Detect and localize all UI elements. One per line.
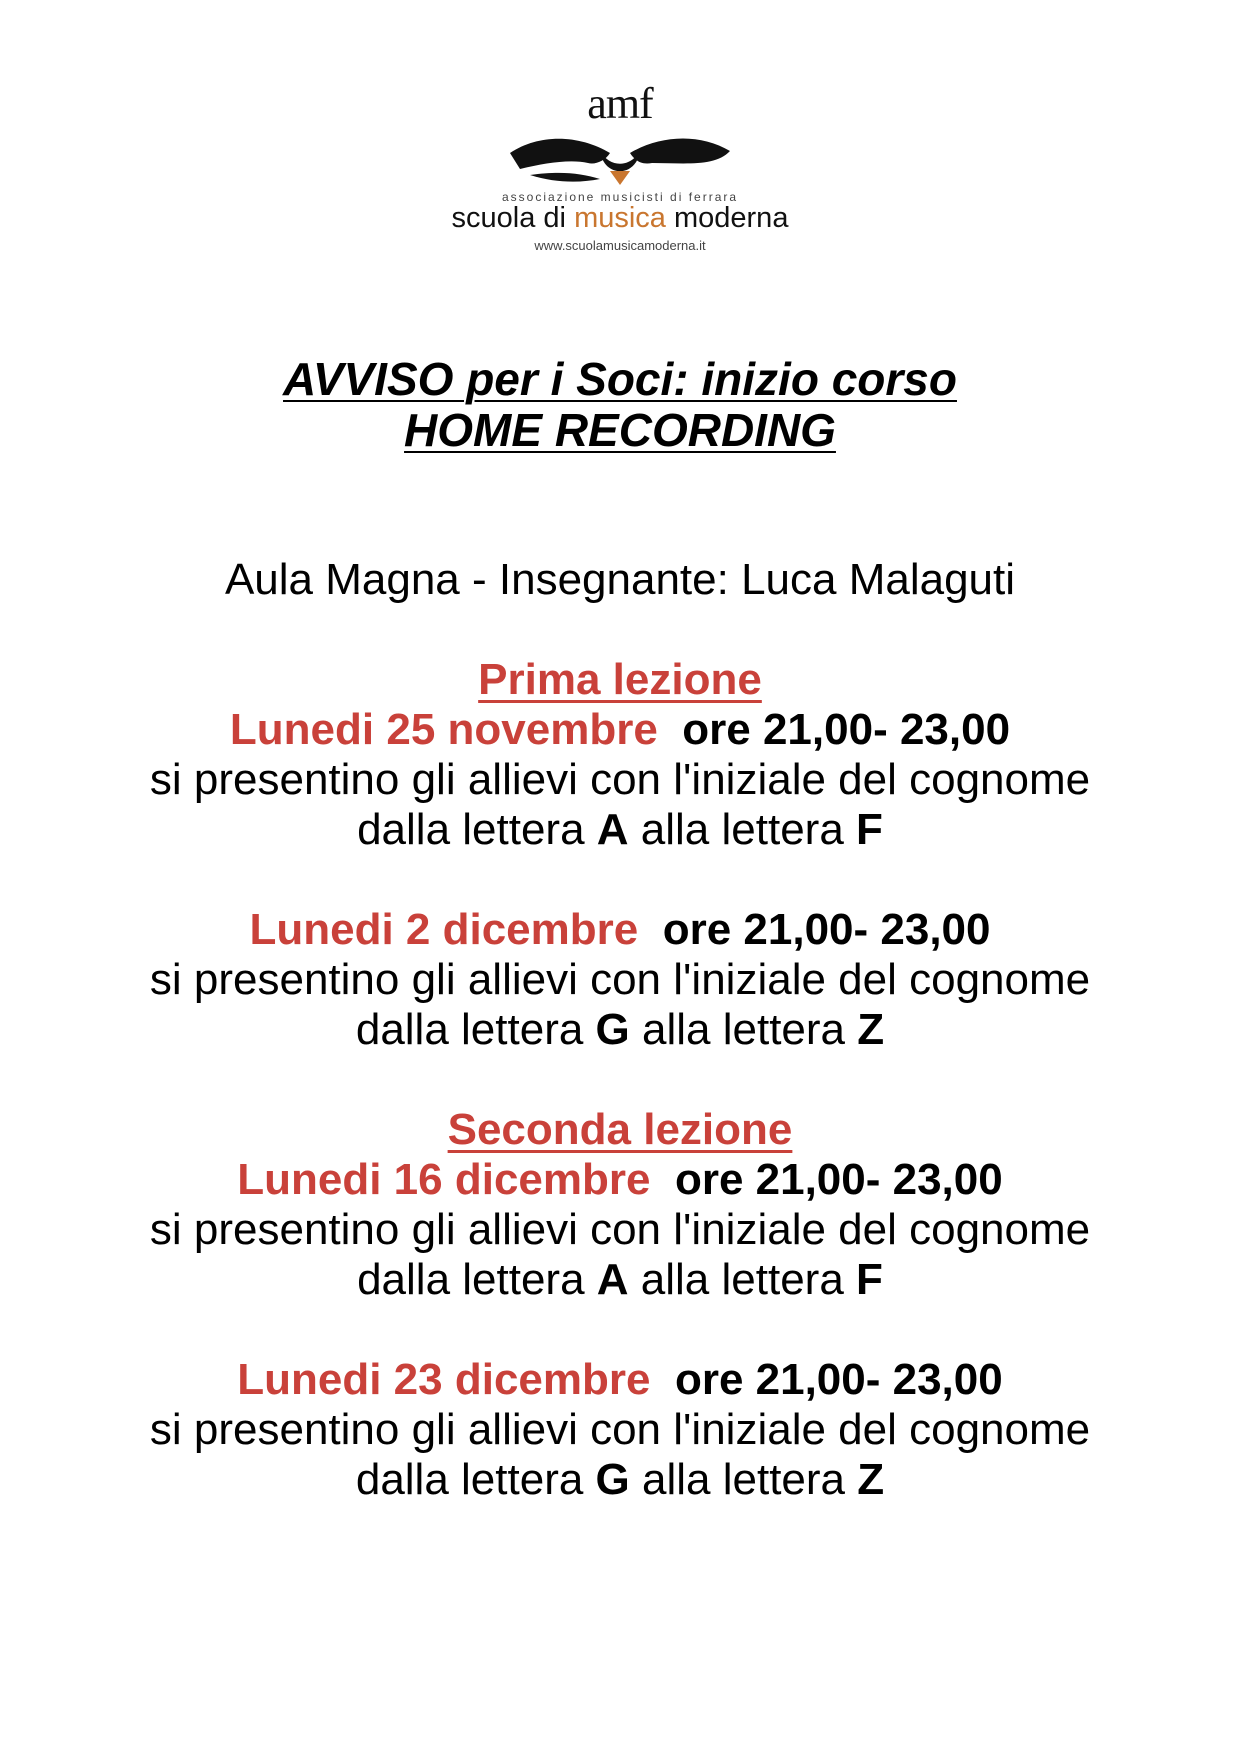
session-date: Lunedi 25 novembre ore 21,00- 23,00 [229, 705, 1011, 754]
logo-website: www.scuolamusicamoderna.it [534, 238, 706, 253]
school-logo [400, 78, 840, 258]
session-note: si presentino gli allievi con l'iniziale del cognome [149, 1405, 1091, 1454]
session-range: dalla lettera G alla lettera Z [355, 1455, 885, 1504]
info-line: Aula Magna - Insegnante: Luca Malaguti [224, 555, 1016, 604]
session-range: dalla lettera A alla lettera F [357, 1255, 883, 1304]
logo-school-name: scuola di musica moderna [451, 202, 789, 234]
notice-body [0, 555, 1240, 1505]
title-line-1: AVVISO per i Soci: inizio corso [283, 353, 957, 405]
session-note: si presentino gli allievi con l'iniziale del cognome [149, 1205, 1091, 1254]
session-date: Lunedi 2 dicembre ore 21,00- 23,00 [249, 905, 991, 954]
heading-second-lesson: Seconda lezione [447, 1105, 793, 1154]
notice-title [0, 354, 1240, 456]
session-note: si presentino gli allievi con l'iniziale del cognome [149, 755, 1091, 804]
session-note: si presentino gli allievi con l'iniziale del cognome [149, 955, 1091, 1004]
title-line-2: HOME RECORDING [404, 404, 836, 456]
session-range: dalla lettera G alla lettera Z [355, 1005, 885, 1054]
session-date: Lunedi 16 dicembre ore 21,00- 23,00 [237, 1155, 1003, 1204]
bird-icon [500, 123, 740, 198]
heading-first-lesson: Prima lezione [478, 655, 762, 704]
session-date: Lunedi 23 dicembre ore 21,00- 23,00 [237, 1355, 1003, 1404]
logo-association: associazione musicisti di ferrara [501, 190, 739, 204]
logo-amf-mark: amf [587, 79, 653, 128]
session-range: dalla lettera A alla lettera F [357, 805, 883, 854]
